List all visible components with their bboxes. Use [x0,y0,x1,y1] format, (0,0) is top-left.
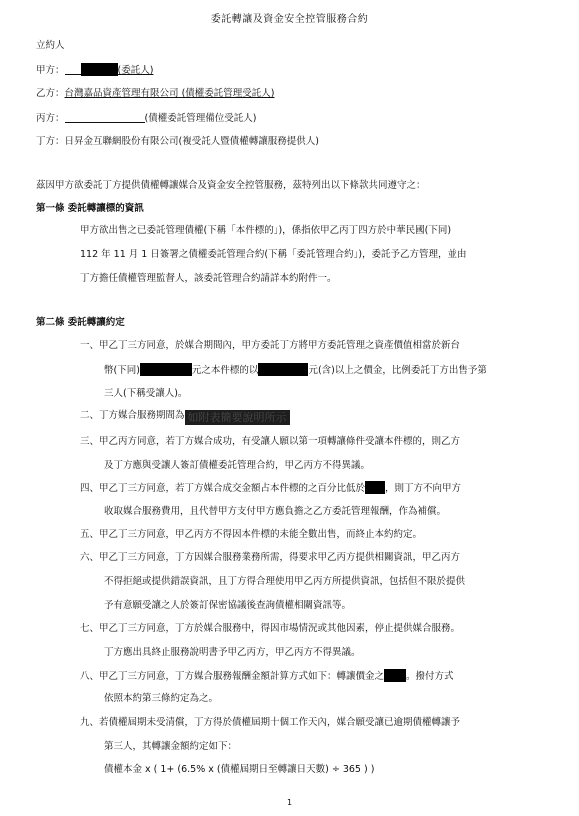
party-d-line: 丁方：日昇金互聯網股份有限公司(複受託人暨債權轉讓服務提供人) [36,136,319,147]
article-1-heading: 第一條 委託轉讓標的資訊 [36,203,144,214]
clause-4-line: 四、甲乙丁三方同意，若丁方媒合成交金額占本件標的之百分比低於 ，則丁方不向甲方 [80,483,462,494]
clause-1-line: 一、甲乙丁三方同意，於媒合期間內，甲方委託丁方將甲方委託管理之資產價值相當於新台 [80,340,461,351]
party-a-underline [65,63,81,75]
redacted-fee-rate [384,669,406,682]
clause-3-line: 三、甲乙丙方同意，若丁方媒合成功，有受讓人願以第一項轉讓條件受讓本件標的，則乙方 [80,436,461,447]
redacted-percentage [365,481,385,494]
clause-4-line: 收取媒合服務費用，且代替甲方支付甲方應負擔之乙方委託管理報酬，作為補償。 [104,506,447,517]
article-1-line: 甲方欲出售之已委託管理債權(下稱「本件標的」)，係指依甲乙丙丁四方於中華民國(下同) [80,225,452,236]
redacted-period: 如附表簡要說明所示 [185,410,290,425]
party-b-suffix: (債權委託管理受託人) [181,88,275,99]
redacted-amount [140,363,192,376]
party-c-blank [65,111,145,123]
clause-6-line: 予有意願受讓之人於簽訂保密協議後查詢債權相關資訊等。 [104,600,352,611]
party-c-suffix: (債權委託管理備位受託人) [144,113,257,124]
transfer-formula: 債權本金 x ( 1+ (6.5% x (債權屆期日至轉讓日天數) ÷ 365 ) ) [104,764,375,775]
clause-2-line: 二、丁方媒合服務期間為 如附表簡要說明所示 [80,409,290,425]
parties-heading: 立約人 [36,40,65,51]
party-b-prefix: 乙方： [36,88,65,99]
clause-1-line: 幣(下同) 元之本件標的以 元(含)以上之價金，比例委託丁方出售予第 [104,365,487,376]
party-a-prefix: 甲方： [36,65,65,76]
clause-6-line: 六、甲乙丁三方同意，丁方因媒合服務業務所需，得要求甲乙丙方提供相關資訊，甲乙丙方 [80,552,461,563]
contract-title: 委託轉讓及資金安全控管服務合約 [210,14,369,25]
redacted-amount [258,363,308,376]
clause-6-line: 不得拒絕或提供錯誤資訊，且丁方得合理使用甲乙丙方所提供資訊，包括但不限於提供 [104,576,466,587]
party-b-line [36,87,274,101]
article-2-heading: 第二條 委託轉讓約定 [36,317,125,328]
clause-7-line: 丁方應出具終止服務說明書予甲乙丙方，甲乙丙方不得異議。 [104,647,361,658]
clause-8-line: 依照本約第三條約定為之。 [104,693,219,704]
page-number: 1 [286,798,293,807]
party-c-line [36,111,256,126]
clause-3-line: 及丁方應與受讓人簽訂債權委託管理合約，甲乙丙方不得異議。 [104,460,371,471]
intro-paragraph: 茲因甲方欲委託丁方提供債權轉讓媒合及資金安全控管服務，茲特列出以下條款共同遵守之： [36,180,426,191]
clause-7-line: 七、甲乙丁三方同意，丁方於媒合服務中，得因市場情況或其他因素，停止提供媒合服務。 [80,623,461,634]
clause-9-line: 九、若債權屆期未受清償，丁方得於債權屆期十個工作天內，媒合願受讓已逾期債權轉讓予 [80,717,461,728]
party-c-prefix: 丙方： [36,113,65,124]
party-b-name: 台灣嘉品資產管理有限公司 [64,88,179,99]
article-1-line: 丁方擔任債權管理監督人，該委託管理合約請詳本約附件一。 [80,273,337,284]
party-a-suffix: (委託人) [117,65,154,76]
party-a-line [36,63,153,78]
clause-8-line: 八、甲乙丁三方同意，丁方媒合服務報酬金額計算方式如下：轉讓價金之 。撥付方式 [80,671,454,682]
clause-9-line: 第三人，其轉讓金額約定如下： [104,741,238,752]
clause-5-line: 五、甲乙丁三方同意，甲乙丙方不得因本件標的未能全數出售，而終止本約約定。 [80,529,423,540]
party-a-redacted-name [81,63,118,76]
clause-1-line: 三人(下稱受讓人)。 [104,388,188,399]
article-1-line: 112 年 11 月 1 日簽署之債權委託管理合約(下稱「委託管理合約」)，委託予乙方管理，並由 [80,249,467,260]
